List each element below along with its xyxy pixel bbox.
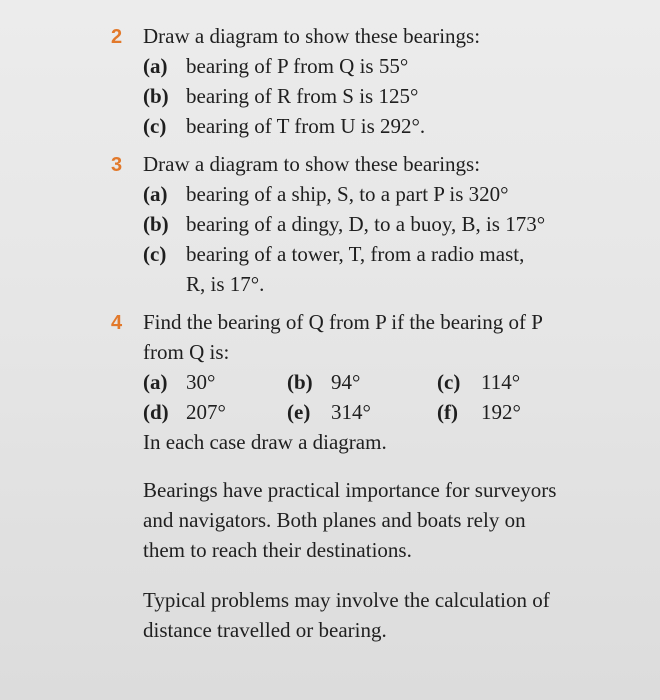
- option-value: 192°: [481, 400, 521, 424]
- part-text: bearing of a tower, T, from a radio mast,: [186, 242, 525, 266]
- part-label: (b): [143, 212, 169, 236]
- part-label: (c): [143, 242, 167, 266]
- question-stem: Draw a diagram to show these bearings:: [143, 152, 481, 176]
- option-value: 94°: [331, 370, 361, 394]
- part-label: (a): [143, 182, 168, 206]
- paragraph-line: Bearings have practical importance for surveyors: [143, 478, 557, 502]
- paragraph-line: and navigators. Both planes and boats rely on: [143, 508, 526, 532]
- part-label: (c): [143, 114, 167, 138]
- question-number: 3: [111, 154, 123, 176]
- option-label: (a): [143, 370, 168, 394]
- paragraph-line: Typical problems may involve the calculation of: [143, 588, 550, 612]
- option-value: 207°: [186, 400, 226, 424]
- option-value: 30°: [186, 370, 216, 394]
- question-stem-line-1: Find the bearing of Q from P if the bearing of P: [143, 310, 543, 334]
- part-label: (a): [143, 54, 168, 78]
- option-label: (d): [143, 400, 169, 424]
- part-text: bearing of P from Q is 55°: [186, 54, 409, 78]
- option-label: (c): [437, 370, 461, 394]
- question-number: 4: [111, 312, 123, 334]
- paragraph-line: them to reach their destinations.: [143, 538, 412, 562]
- question-stem-line-2: from Q is:: [143, 340, 230, 364]
- option-value: 114°: [481, 370, 521, 394]
- option-label: (f): [437, 400, 458, 424]
- part-text: bearing of a ship, S, to a part P is 320°: [186, 182, 509, 206]
- part-text: bearing of T from U is 292°.: [186, 114, 426, 138]
- part-text: bearing of a dingy, D, to a buoy, B, is 173°: [186, 212, 546, 236]
- question-instruction: In each case draw a diagram.: [143, 430, 387, 454]
- option-label: (b): [287, 370, 313, 394]
- part-label: (b): [143, 84, 169, 108]
- option-value: 314°: [331, 400, 371, 424]
- option-label: (e): [287, 400, 311, 424]
- part-text: bearing of R from S is 125°: [186, 84, 419, 108]
- part-text-continued: R, is 17°.: [186, 272, 265, 296]
- paragraph-line: distance travelled or bearing.: [143, 618, 387, 642]
- question-stem: Draw a diagram to show these bearings:: [143, 24, 481, 48]
- question-number: 2: [111, 26, 123, 48]
